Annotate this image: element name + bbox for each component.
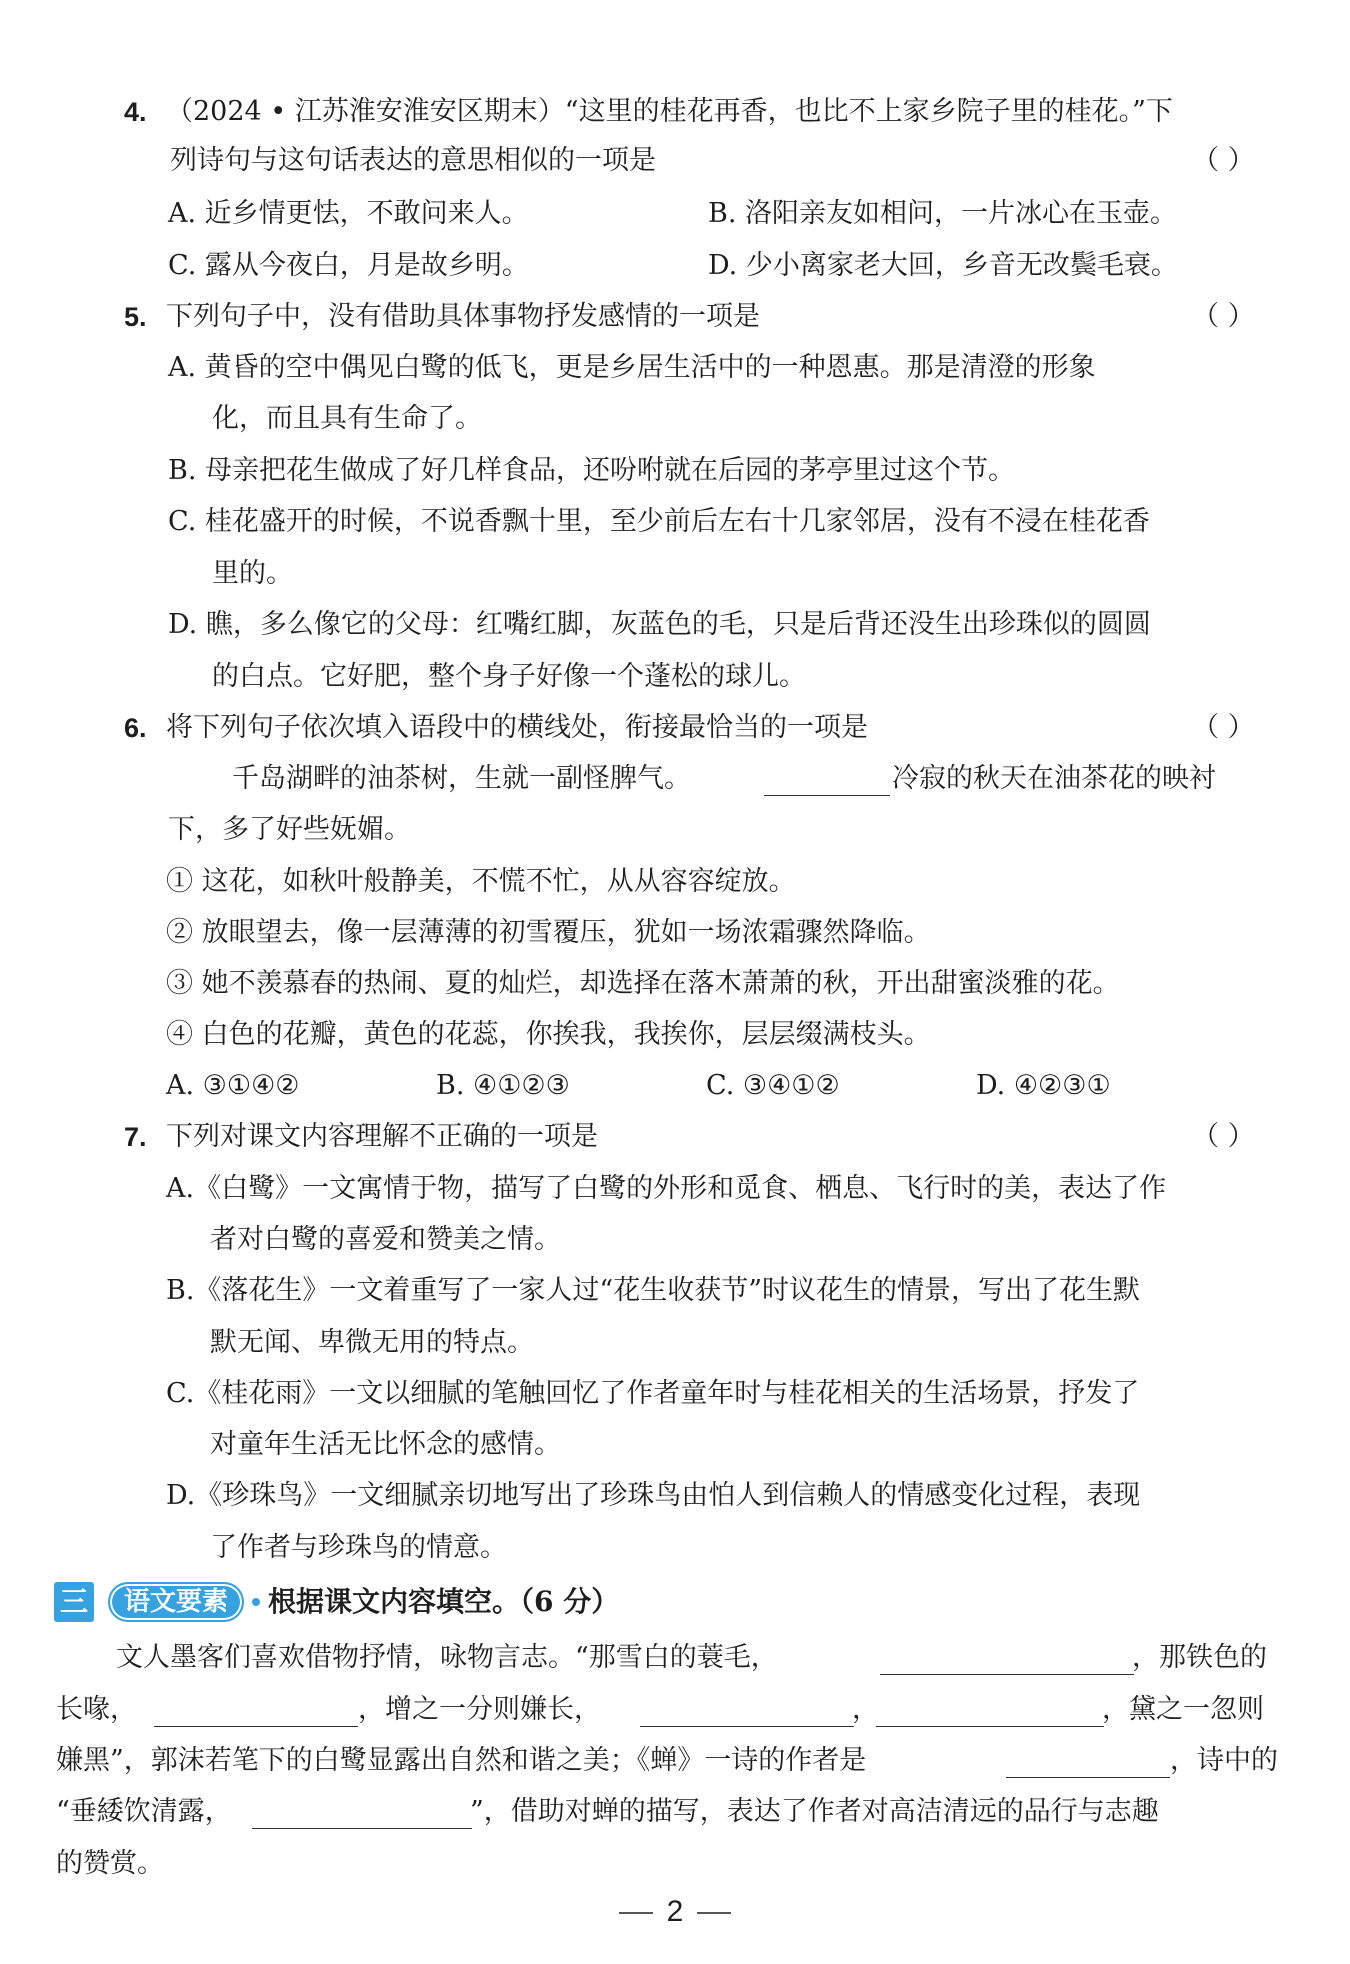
fill-blank-6[interactable] xyxy=(252,1796,472,1829)
q4-stem-1: （2024 • 江苏淮安淮安区期末）“这里的桂花再香，也比不上家乡院子里的桂花。”下 xyxy=(166,96,1173,127)
fill-text-4a: “垂緌饮清露， xyxy=(56,1796,232,1827)
q6-stem: 将下列句子依次填入语段中的横线处，衔接最恰当的一项是 xyxy=(166,712,868,743)
q5-option-a-line-2 xyxy=(0,397,1350,441)
q6-sentence-3-line xyxy=(0,962,1350,1006)
q5-number: 5. xyxy=(124,302,147,332)
page-number xyxy=(0,1890,1350,1934)
fill-line-2 xyxy=(0,1688,1350,1732)
q6-options-row xyxy=(0,1064,1350,1108)
section-tag-badge: 语文要素 xyxy=(108,1582,244,1622)
q4-option-d[interactable]: D. 少小离家老大回，乡音无改鬓毛衰。 xyxy=(708,250,1178,281)
q7-option-c[interactable]: C.《桂花雨》一文以细腻的笔触回忆了作者童年时与桂花相关的生活场景，抒发了 xyxy=(166,1378,1140,1409)
q5-option-c[interactable]: C. 桂花盛开的时候，不说香飘十里，至少前后左右十几家邻居，没有不浸在桂花香 xyxy=(168,506,1150,537)
fill-blank-4[interactable] xyxy=(876,1694,1104,1727)
fill-text-2d: ，黛之一忽则 xyxy=(1102,1694,1264,1725)
q6-number: 6. xyxy=(124,713,147,743)
q7-option-b-line-2 xyxy=(0,1321,1350,1365)
fill-text-3b: ，诗中的 xyxy=(1170,1745,1278,1776)
fill-text-2b: ，增之一分则嫌长， xyxy=(358,1694,601,1725)
fill-text-4b: ”，借助对蝉的描写，表达了作者对高洁清远的品行与志趣 xyxy=(470,1796,1159,1827)
section-title: 根据课文内容填空。（6 分） xyxy=(268,1585,620,1618)
q5-option-c-line-1 xyxy=(0,500,1350,544)
q6-passage-c: 下，多了好些妩媚。 xyxy=(168,814,411,845)
q7-option-d[interactable]: D.《珍珠鸟》一文细腻亲切地写出了珍珠鸟由怕人到信赖人的情感变化过程，表现 xyxy=(166,1480,1141,1511)
q7-option-d-cont: 了作者与珍珠鸟的情意。 xyxy=(210,1532,507,1563)
fill-text-1a: 文人墨客们喜欢借物抒情，咏物言志。“那雪白的蓑毛， xyxy=(116,1642,778,1673)
q5-option-d[interactable]: D. 瞧，多么像它的父母：红嘴红脚，灰蓝色的毛，只是后背还没生出珍珠似的圆圆 xyxy=(168,609,1151,640)
q6-passage-line-1 xyxy=(0,757,1350,801)
q4-stem-2: 列诗句与这句话表达的意思相似的一项是 xyxy=(170,145,656,176)
q4-option-a[interactable]: A. 近乡情更怯，不敢问来人。 xyxy=(168,198,529,229)
fill-blank-3[interactable] xyxy=(640,1694,854,1727)
fill-line-3 xyxy=(0,1739,1350,1783)
q6-sentence-4-line xyxy=(0,1013,1350,1057)
fill-text-2a: 长喙， xyxy=(56,1694,137,1725)
q7-option-d-line-1 xyxy=(0,1474,1350,1518)
q5-option-b[interactable]: B. 母亲把花生做成了好几样食品，还吩咐就在后园的茅亭里过这个节。 xyxy=(168,455,1016,486)
q5-option-c-line-2 xyxy=(0,552,1350,596)
q6-passage-line-2 xyxy=(0,808,1350,852)
q7-option-c-line-1 xyxy=(0,1372,1350,1416)
q5-option-d-cont: 的白点。它好肥，整个身子好像一个蓬松的球儿。 xyxy=(212,661,806,692)
section-dot-icon xyxy=(252,1598,260,1606)
q6-option-b[interactable]: B. ④①②③ xyxy=(436,1070,570,1101)
fill-text-5: 的赞赏。 xyxy=(56,1848,164,1879)
q5-option-a[interactable]: A. 黄昏的空中偶见白鹭的低飞，更是乡居生活中的一种恩惠。那是清澄的形象 xyxy=(168,352,1096,383)
q4-number: 4. xyxy=(124,97,147,127)
q6-sentence-1-line xyxy=(0,860,1350,904)
q7-option-b-line-1 xyxy=(0,1269,1350,1313)
q6-sentence-2-line xyxy=(0,911,1350,955)
q6-passage-b: 冷寂的秋天在油茶花的映衬 xyxy=(892,763,1216,794)
q6-passage-blank[interactable] xyxy=(764,763,890,796)
q7-option-a-line-1 xyxy=(0,1167,1350,1211)
q7-line-1 xyxy=(0,1115,1350,1159)
q7-option-a-line-2 xyxy=(0,1218,1350,1262)
q6-sentence-4: ④ 白色的花瓣，黄色的花蕊，你挨我，我挨你，层层缀满枝头。 xyxy=(166,1019,931,1050)
q6-line-1 xyxy=(0,706,1350,750)
q7-option-b[interactable]: B.《落花生》一文着重写了一家人过“花生收获节”时议花生的情景，写出了花生默 xyxy=(166,1275,1141,1306)
q7-stem: 下列对课文内容理解不正确的一项是 xyxy=(166,1121,598,1152)
section-number-badge: 三 xyxy=(54,1582,94,1622)
fill-blank-2[interactable] xyxy=(154,1694,358,1727)
fill-text-3a: 嫌黑”，郭沫若笔下的白鹭显露出自然和谐之美；《蝉》一诗的作者是 xyxy=(56,1745,867,1776)
fill-text-1b: ，那铁色的 xyxy=(1132,1642,1267,1673)
page-number-dash-left xyxy=(619,1912,653,1914)
q7-option-a[interactable]: A.《白鹭》一文寓情于物，描写了白鹭的外形和觅食、栖息、飞行时的美，表达了作 xyxy=(166,1173,1167,1204)
q6-option-a[interactable]: A. ③①④② xyxy=(166,1070,300,1101)
fill-line-4 xyxy=(0,1790,1350,1834)
q5-line-1 xyxy=(0,295,1350,339)
fill-blank-1[interactable] xyxy=(880,1642,1134,1675)
q5-option-c-cont: 里的。 xyxy=(212,558,293,589)
q5-option-b-line xyxy=(0,449,1350,493)
q6-answer-paren[interactable]: （ ） xyxy=(1192,712,1255,743)
q5-option-a-line-1 xyxy=(0,346,1350,390)
q5-option-d-line-2 xyxy=(0,655,1350,699)
fill-blank-5[interactable] xyxy=(1006,1745,1170,1778)
q4-option-b[interactable]: B. 洛阳亲友如相问，一片冰心在玉壶。 xyxy=(708,198,1178,229)
q7-option-d-line-2 xyxy=(0,1526,1350,1570)
q5-answer-paren[interactable]: （ ） xyxy=(1192,301,1255,332)
q7-option-a-cont: 者对白鹭的喜爱和赞美之情。 xyxy=(210,1224,561,1255)
page-number-value: 2 xyxy=(666,1895,684,1928)
q7-option-b-cont: 默无闻、卑微无用的特点。 xyxy=(210,1327,534,1358)
q4-option-c[interactable]: C. 露从今夜白，月是故乡明。 xyxy=(168,250,529,281)
q4-answer-paren[interactable]: （ ） xyxy=(1192,145,1255,176)
q7-number: 7. xyxy=(124,1122,147,1152)
q7-option-c-line-2 xyxy=(0,1423,1350,1467)
q6-option-c[interactable]: C. ③④①② xyxy=(706,1070,840,1101)
fill-text-2c: ， xyxy=(852,1694,879,1725)
q4-line-1 xyxy=(0,90,1350,134)
q6-sentence-3: ③ 她不羡慕春的热闹、夏的灿烂，却选择在落木萧萧的秋，开出甜蜜淡雅的花。 xyxy=(166,968,1120,999)
q4-options-row-2 xyxy=(0,244,1350,288)
q6-passage-a: 千岛湖畔的油茶树，生就一副怪脾气。 xyxy=(232,763,691,794)
q4-options-row-1 xyxy=(0,192,1350,236)
fill-line-1 xyxy=(0,1636,1350,1680)
fill-line-5 xyxy=(0,1842,1350,1886)
q5-stem: 下列句子中，没有借助具体事物抒发感情的一项是 xyxy=(166,301,760,332)
q5-option-d-line-1 xyxy=(0,603,1350,647)
q6-sentence-1: ① 这花，如秋叶般静美，不慌不忙，从从容容绽放。 xyxy=(166,866,796,897)
q5-option-a-cont: 化，而且具有生命了。 xyxy=(212,403,482,434)
q4-line-2 xyxy=(0,139,1350,183)
q7-answer-paren[interactable]: （ ） xyxy=(1192,1121,1255,1152)
q6-option-d[interactable]: D. ④②③① xyxy=(976,1070,1111,1101)
q6-sentence-2: ② 放眼望去，像一层薄薄的初雪覆压，犹如一场浓霜骤然降临。 xyxy=(166,917,931,948)
q7-option-c-cont: 对童年生活无比怀念的感情。 xyxy=(210,1429,561,1460)
page-number-dash-right xyxy=(697,1912,731,1914)
